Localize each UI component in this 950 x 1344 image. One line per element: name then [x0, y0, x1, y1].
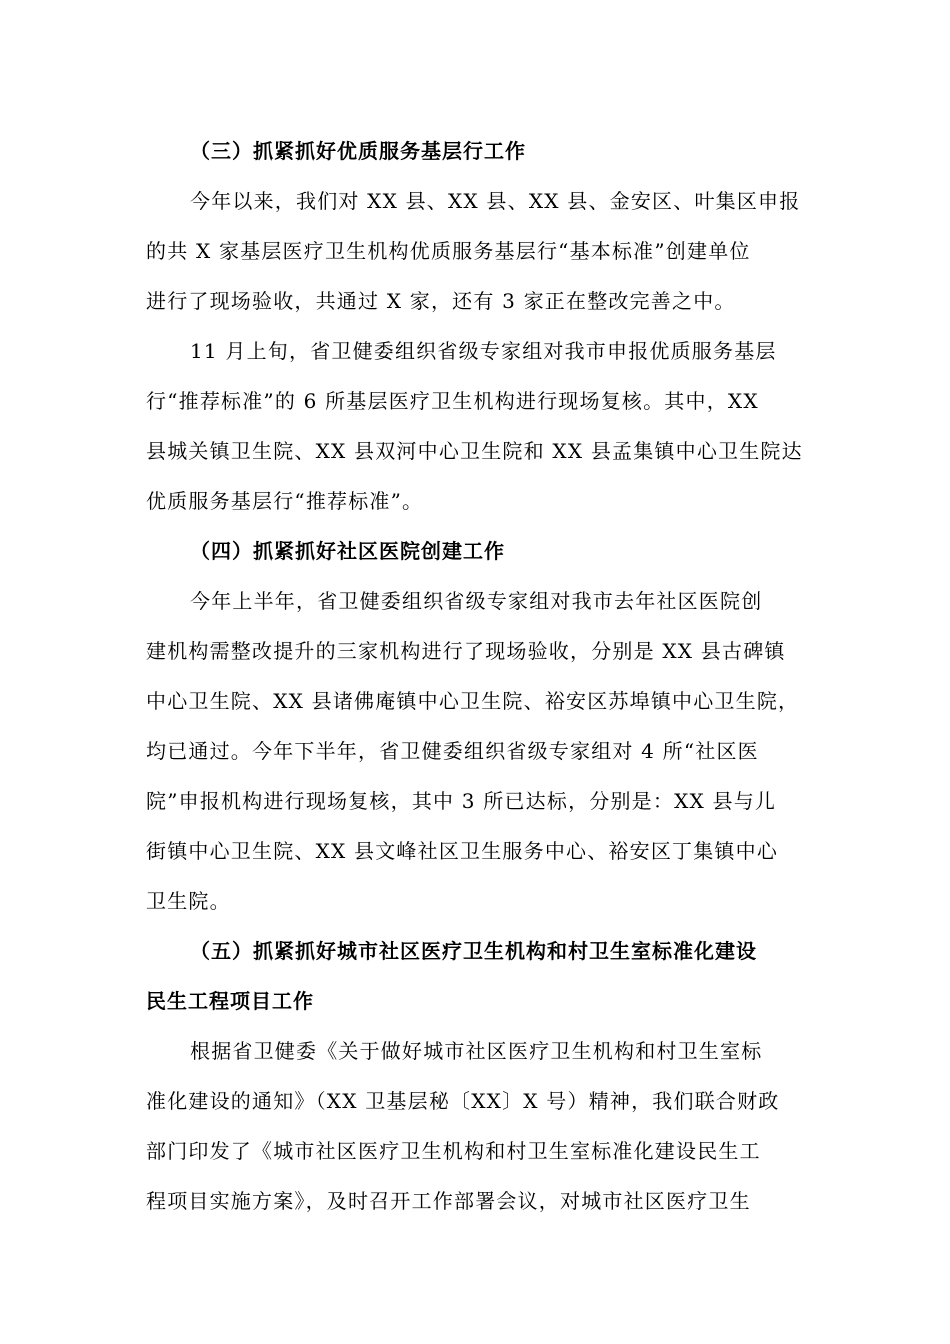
text-line: 准化建设的通知》（XX 卫基层秘〔XX〕X 号）精神，我们联合财政	[146, 1089, 780, 1113]
section-heading-3: （三）抓紧抓好优质服务基层行工作	[190, 139, 526, 163]
text-line: 院”申报机构进行现场复核，其中 3 所已达标，分别是：XX 县与儿	[146, 789, 777, 813]
text-line: 进行了现场验收，共通过 X 家，还有 3 家正在整改完善之中。	[146, 289, 736, 313]
text-line: 11 月上旬，省卫健委组织省级专家组对我市申报优质服务基层	[190, 339, 777, 363]
text-line: 均已通过。今年下半年，省卫健委组织省级专家组对 4 所“社区医	[146, 739, 759, 763]
section-heading-5: （五）抓紧抓好城市社区医疗卫生机构和村卫生室标准化建设	[190, 939, 757, 963]
text-line: 卫生院。	[146, 889, 231, 913]
section-heading-5-continued: 民生工程项目工作	[146, 989, 314, 1013]
text-line: 的共 X 家基层医疗卫生机构优质服务基层行“基本标准”创建单位	[146, 239, 751, 263]
text-line: 程项目实施方案》，及时召开工作部署会议，对城市社区医疗卫生	[146, 1189, 751, 1213]
text-line: 今年上半年，省卫健委组织省级专家组对我市去年社区医院创	[190, 589, 763, 613]
text-line: 部门印发了《城市社区医疗卫生机构和村卫生室标准化建设民生工	[146, 1139, 761, 1163]
text-line: 优质服务基层行“推荐标准”。	[146, 489, 424, 513]
text-line: 县城关镇卫生院、XX 县双河中心卫生院和 XX 县孟集镇中心卫生院达	[146, 439, 803, 463]
section-heading-4: （四）抓紧抓好社区医院创建工作	[190, 539, 505, 563]
text-line: 建机构需整改提升的三家机构进行了现场验收，分别是 XX 县古碑镇	[146, 639, 786, 663]
text-line: 今年以来，我们对 XX 县、XX 县、XX 县、金安区、叶集区申报	[190, 189, 801, 213]
text-line: 行“推荐标准”的 6 所基层医疗卫生机构进行现场复核。其中，XX	[146, 389, 759, 413]
text-line: 根据省卫健委《关于做好城市社区医疗卫生机构和村卫生室标	[190, 1039, 763, 1063]
text-line: 中心卫生院、XX 县诸佛庵镇中心卫生院、裕安区苏埠镇中心卫生院，	[146, 689, 800, 713]
text-line: 街镇中心卫生院、XX 县文峰社区卫生服务中心、裕安区丁集镇中心	[146, 839, 779, 863]
